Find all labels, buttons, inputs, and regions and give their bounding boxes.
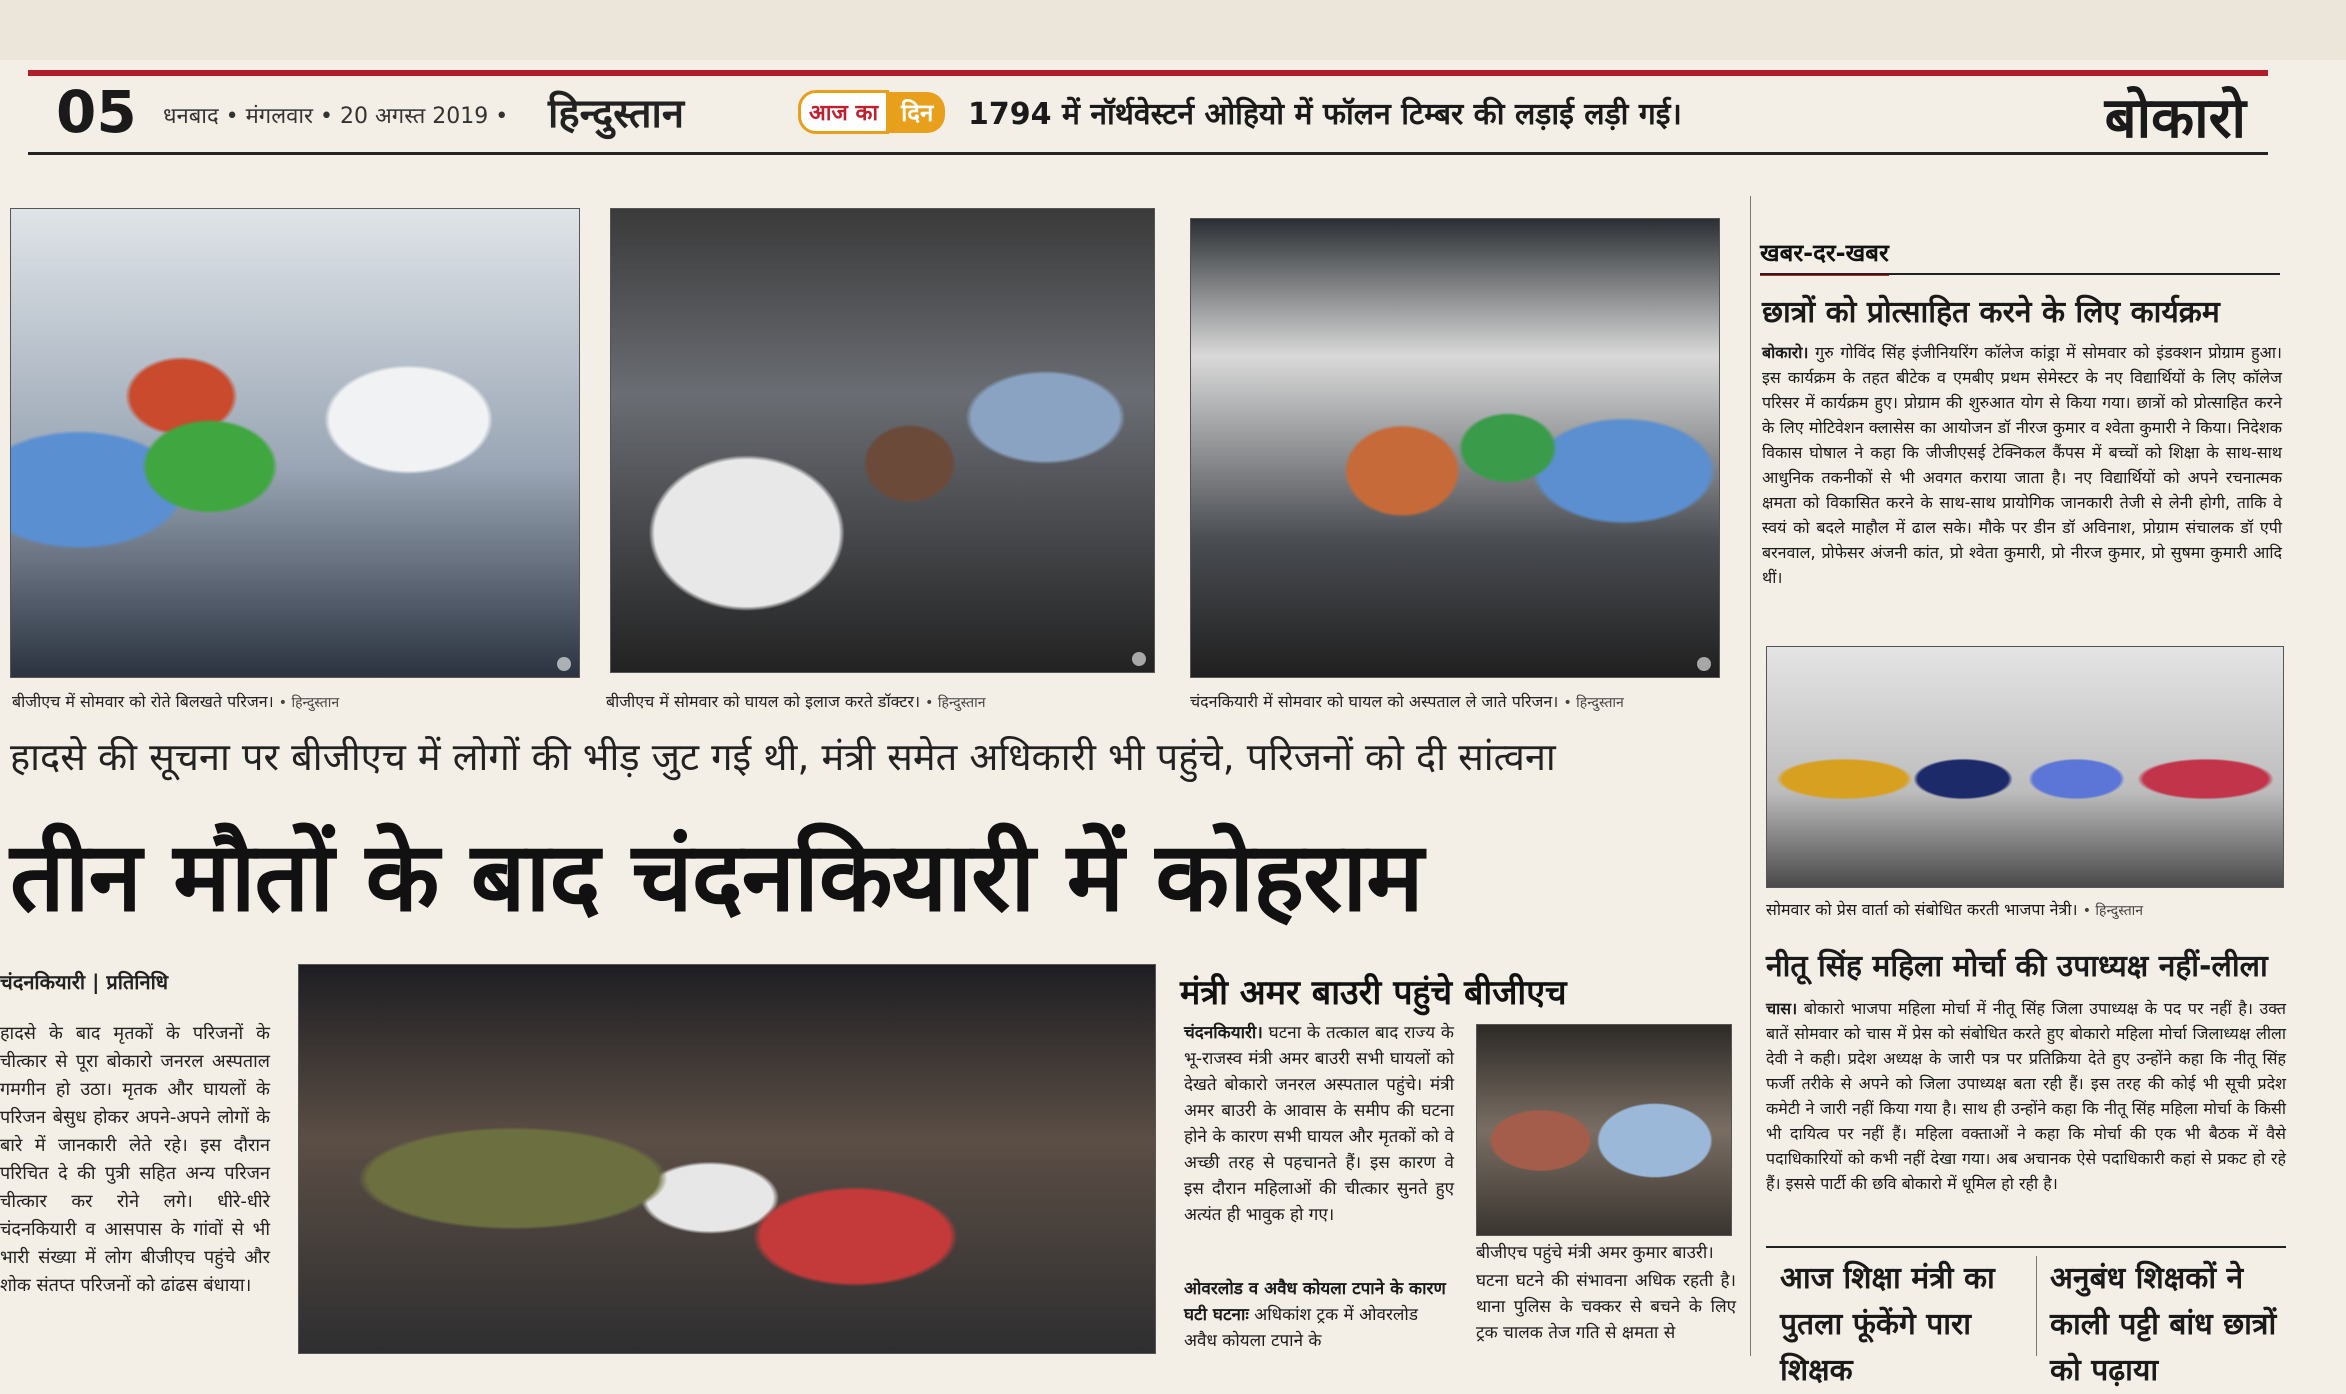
city-edition: बोकारो — [2104, 86, 2246, 151]
photo-press-conference — [1766, 646, 2284, 888]
minister-story-sub — [1184, 1276, 1454, 1354]
story-body: हादसे के बाद मृतकों के परिजनों के चीत्कार से पूरा बोकारो जनरल अस्पताल गमगीन हो उठा। मृतक और घायलों के परिजन बेसुध होकर अपने-अपने लोगों के बारे में जानकारी लेते रहे। इस दौरान परिचित दे की पुत्री सहित अन्य परिजन चीत्कार कर रोने लगे। धीरे-धीरे चंदनकियारी व आसपास के गांवों से भी भारी संख्या में लोग बीजीएच पहुंचे और शोक संतप्त परिजनों को ढांढस बंधाया। — [0, 1023, 270, 1296]
aaj-ka-label: आज का — [798, 90, 889, 134]
sidebar-photo-caption-text: सोमवार को प्रेस वार्ता को संबोधित करती भाजपा नेत्री। — [1766, 900, 2078, 919]
photo-carrying-injured — [1190, 218, 1720, 678]
sidebar-story2-title: नीतू सिंह महिला मोर्चा की उपाध्यक्ष नहीं-लीला — [1766, 949, 2268, 984]
credit-text: हिन्दुस्तान — [291, 695, 340, 711]
date: 20 अगस्त 2019 — [340, 104, 489, 129]
sidebar-story2-body — [1766, 996, 2286, 1196]
sidebar-story1-body — [1762, 340, 2282, 590]
masthead-red-rule — [28, 70, 2268, 76]
credit-text: हिन्दुस्तान — [937, 695, 986, 711]
story-dateline: चंदनकियारी | प्रतिनिधि — [0, 970, 169, 994]
sidebar-story1-title: छात्रों को प्रोत्साहित करने के लिए कार्यक्रम — [1762, 295, 2220, 330]
sidebar-bottom-rule — [1766, 1246, 2286, 1248]
credit-text: हिन्दुस्तान — [2095, 903, 2144, 919]
aaj-ka-din-badge — [798, 92, 945, 132]
minister-subhead: ओवरलोड व अवैध कोयला टपाने के कारण घटी घटनाः — [1184, 1279, 1446, 1325]
sidebar-photo-credit: • हिन्दुस्तान — [2082, 903, 2144, 919]
bottom-right-headline: अनुबंध शिक्षकों ने काली पट्टी बांध छात्रों को पढ़ाया — [2050, 1261, 2277, 1388]
photo-crying-relatives — [10, 208, 580, 678]
story-headline: तीन मौतों के बाद चंदनकियारी में कोहराम — [10, 821, 1423, 933]
history-fact: 1794 में नॉर्थवेस्टर्न ओहियो में फॉलन टिम्बर की लड़ाई लड़ी गई। — [968, 97, 1682, 132]
story2-text: बोकारो भाजपा महिला मोर्चा में नीतू सिंह जिला उपाध्यक्ष के पद पर नहीं है। उक्त बातें सोमवार को चास में प्रेस को संबोधित करते हुए बोकारो महिला मोर्चा जिलाध्यक्ष लीला देवी ने कही। प्रदेश अध्यक्ष के जारी पत्र पर प्रतिक्रिया देते हुए उन्होंने कहा कि नीतू सिंह फर्जी तरीके से अपने को जिला उपाध्यक्ष बता रही हैं। इस तरह की कोई भी सूची प्रदेश कमेटी ने जारी नहीं किया गया है। साथ ही उन्होंने कहा कि नीतू सिंह महिला मोर्चा के किसी भी दायित्व पर नहीं हैं। महिला वक्ताओं ने कहा कि मोर्चा की एक भी बैठक में वैसे पदाधिकारियों को कभी नहीं देखा गया। अब अचानक ऐसे पदाधिकारी कहां से प्रकट हो रहे हैं। इससे पार्टी की छवि बोकारो में धूमिल हो रही है। — [1766, 999, 2286, 1193]
page-number: 05 — [56, 78, 137, 146]
masthead — [28, 78, 2268, 152]
masthead-rule — [28, 152, 2268, 155]
photo3-caption — [1190, 690, 1624, 712]
photo2-caption — [606, 690, 986, 712]
credit-icon — [557, 657, 571, 671]
photo1-caption-text: बीजीएच में सोमवार को रोते बिलखते परिजन। — [12, 692, 274, 711]
bottom-left-headline: आज शिक्षा मंत्री का पुतला फूंकेंगे पारा शिक्षक — [1780, 1261, 1995, 1388]
minister-story-body — [1184, 1020, 1454, 1228]
sidebar-photo-caption — [1766, 898, 2143, 920]
minister-dateline: चंदनकियारी। — [1184, 1023, 1263, 1043]
minister-story-title: मंत्री अमर बाउरी पहुंचे बीजीएच — [1180, 973, 1567, 1013]
photo3-caption-text: चंदनकियारी में सोमवार को घायल को अस्पताल ले जाते परिजन। — [1190, 692, 1559, 711]
photo-doctors-treating — [610, 208, 1155, 673]
minister-photo-caption: बीजीएच पहुंचे मंत्री अमर कुमार बाउरी। — [1476, 1243, 1714, 1263]
bottom-separator — [2036, 1256, 2037, 1356]
story1-text: गुरु गोविंद सिंह इंजीनियरिंग कॉलेज कांड्रा में सोमवार को इंडक्शन प्रोग्राम हुआ। इस कार्यक्रम के तहत बीटेक व एमबीए प्रथम सेमेस्टर के नए विद्यार्थियों के लिए कॉलेज परिसर में कार्यक्रम हुए। प्रोग्राम की शुरुआत योग से किया गया। छात्रों को प्रोत्साहित करने के लिए मोटिवेशन क्लासेस का आयोजन डॉ नीरज कुमार व श्वेता कुमारी ने किया। निदेशक विकास घोषाल ने कहा कि जीजीएसई टेक्निकल कैंपस में बच्चों को शिक्षा के साथ-साथ आधुनिक तकनीकों से भी अवगत कराया जाता है। नए विद्यार्थियों को अपने रचनात्मक क्षमता को विकासित करने के साथ-साथ प्रायोगिक जानकारी तेजी से लेनी होगी, ताकि वे स्वयं को बदले माहौल में ढाल सके। मौके पर डीन डॉ अविनाश, प्रोग्राम संचालक डॉ एपी बरनवाल, प्रोफेसर अंजनी कांत, प्रो श्वेता कुमारी, प्रो नीरज कुमार, प्रो सुषमा कुमारी आदि थीं। — [1762, 343, 2282, 587]
story-subheadline: हादसे की सूचना पर बीजीएच में लोगों की भीड़ जुट गई थी, मंत्री समेत अधिकारी भी पहुंचे, परिजनों को दी सांत्वना — [10, 735, 1556, 779]
photo2-credit: • हिन्दुस्तान — [925, 695, 986, 711]
folded-page-edge — [0, 0, 2346, 60]
location: धनबाद — [163, 104, 219, 129]
photo-crowd-hospital — [298, 964, 1156, 1354]
paper-logo: हिन्दुस्तान — [548, 91, 685, 137]
photo1-credit: • हिन्दुस्तान — [278, 695, 340, 711]
din-label: दिन — [889, 92, 945, 133]
masthead-dateline: धनबाद • मंगलवार • 20 अगस्त 2019 • — [163, 104, 509, 129]
story2-dateline: चास। — [1766, 999, 1798, 1018]
photo1-caption — [12, 690, 339, 712]
credit-icon — [1697, 657, 1711, 671]
weekday: मंगलवार — [245, 104, 314, 129]
story1-dateline: बोकारो। — [1762, 343, 1809, 362]
minister-body2: अधिकांश ट्रक में ओवरलोड अवैध कोयला टपाने के — [1184, 1305, 1418, 1351]
sidebar-divider — [1750, 196, 1751, 1356]
photo-minister — [1476, 1024, 1732, 1236]
credit-text: हिन्दुस्तान — [1576, 695, 1624, 711]
section-label: खबर-दर-खबर — [1760, 236, 1889, 276]
minister-body-text: घटना के तत्काल बाद राज्य के भू-राजस्व मंत्री अमर बाउरी सभी घायलों को देखते बोकारो जनरल अस्पताल पहुंचे। मंत्री अमर बाउरी के आवास के समीप की घटना होने के कारण सभी घायल और मृतकों को वे अच्छी तरह से पहचानते हैं। इस कारण वे इस दौरान महिलाओं की चीत्कार सुनते हुए अत्यंत ही भावुक हो गए। — [1184, 1023, 1454, 1225]
section-rule — [1760, 273, 2280, 275]
photo3-credit: • हिन्दुस्तान — [1563, 695, 1624, 711]
credit-icon — [1132, 652, 1146, 666]
photo2-caption-text: बीजीएच में सोमवार को घायल को इलाज करते डॉक्टर। — [606, 692, 921, 711]
minister-story-body3: घटना घटने की संभावना अधिक रहती है। थाना पुलिस के चक्कर से बचने के लिए ट्रक चालक तेज गति से क्षमता से — [1476, 1271, 1736, 1343]
